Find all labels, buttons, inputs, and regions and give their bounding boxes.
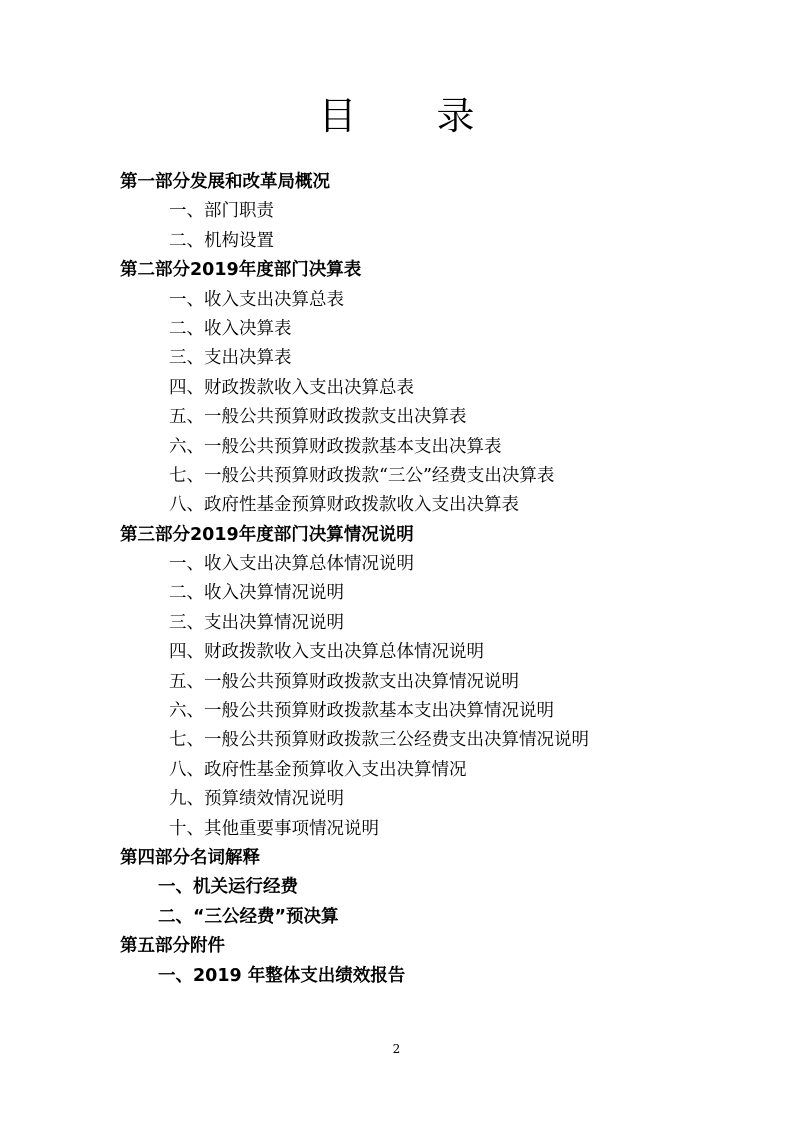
toc-entry: 六、一般公共预算财政拨款基本支出决算情况说明 bbox=[169, 701, 554, 722]
toc-entry: 八、政府性基金预算收入支出决算情况 bbox=[169, 759, 467, 780]
toc-part-heading: 第五部分附件 bbox=[120, 936, 225, 957]
toc-entry: 七、一般公共预算财政拨款三公经费支出决算情况说明 bbox=[169, 730, 589, 751]
toc-entry: 三、支出决算表 bbox=[169, 348, 292, 369]
toc-entry: 一、收入支出决算总体情况说明 bbox=[169, 554, 414, 575]
toc-part-heading: 第二部分2019年度部门决算表 bbox=[120, 260, 362, 281]
toc-entry: 二、收入决算情况说明 bbox=[169, 583, 344, 604]
toc-entry: 二、“三公经费”预决算 bbox=[158, 906, 339, 927]
toc-entry: 四、财政拨款收入支出决算总体情况说明 bbox=[169, 642, 484, 663]
toc-entry: 二、机构设置 bbox=[169, 230, 274, 251]
toc-entry: 五、一般公共预算财政拨款支出决算表 bbox=[169, 407, 467, 428]
toc-entry: 九、预算绩效情况说明 bbox=[169, 789, 344, 810]
toc-entry: 二、收入决算表 bbox=[169, 318, 292, 339]
table-of-contents bbox=[0, 168, 793, 991]
toc-entry: 四、财政拨款收入支出决算总表 bbox=[169, 377, 414, 398]
toc-entry: 十、其他重要事项情况说明 bbox=[169, 818, 379, 839]
toc-part-heading: 第四部分名词解释 bbox=[120, 847, 260, 868]
toc-entry: 一、机关运行经费 bbox=[158, 877, 298, 898]
page-number: 2 bbox=[392, 1042, 401, 1056]
toc-entry: 一、2019 年整体支出绩效报告 bbox=[158, 965, 406, 986]
toc-entry: 七、一般公共预算财政拨款“三公”经费支出决算表 bbox=[169, 465, 555, 486]
toc-entry: 五、一般公共预算财政拨款支出决算情况说明 bbox=[169, 671, 519, 692]
toc-entry: 六、一般公共预算财政拨款基本支出决算表 bbox=[169, 436, 502, 457]
toc-part-heading: 第三部分2019年度部门决算情况说明 bbox=[120, 524, 414, 545]
page-title: 目 录 bbox=[318, 94, 509, 138]
toc-entry: 一、收入支出决算总表 bbox=[169, 289, 344, 310]
toc-entry: 八、政府性基金预算财政拨款收入支出决算表 bbox=[169, 495, 519, 516]
toc-entry: 三、支出决算情况说明 bbox=[169, 612, 344, 633]
toc-entry: 一、部门职责 bbox=[169, 201, 274, 222]
toc-part-heading: 第一部分发展和改革局概况 bbox=[120, 172, 330, 192]
